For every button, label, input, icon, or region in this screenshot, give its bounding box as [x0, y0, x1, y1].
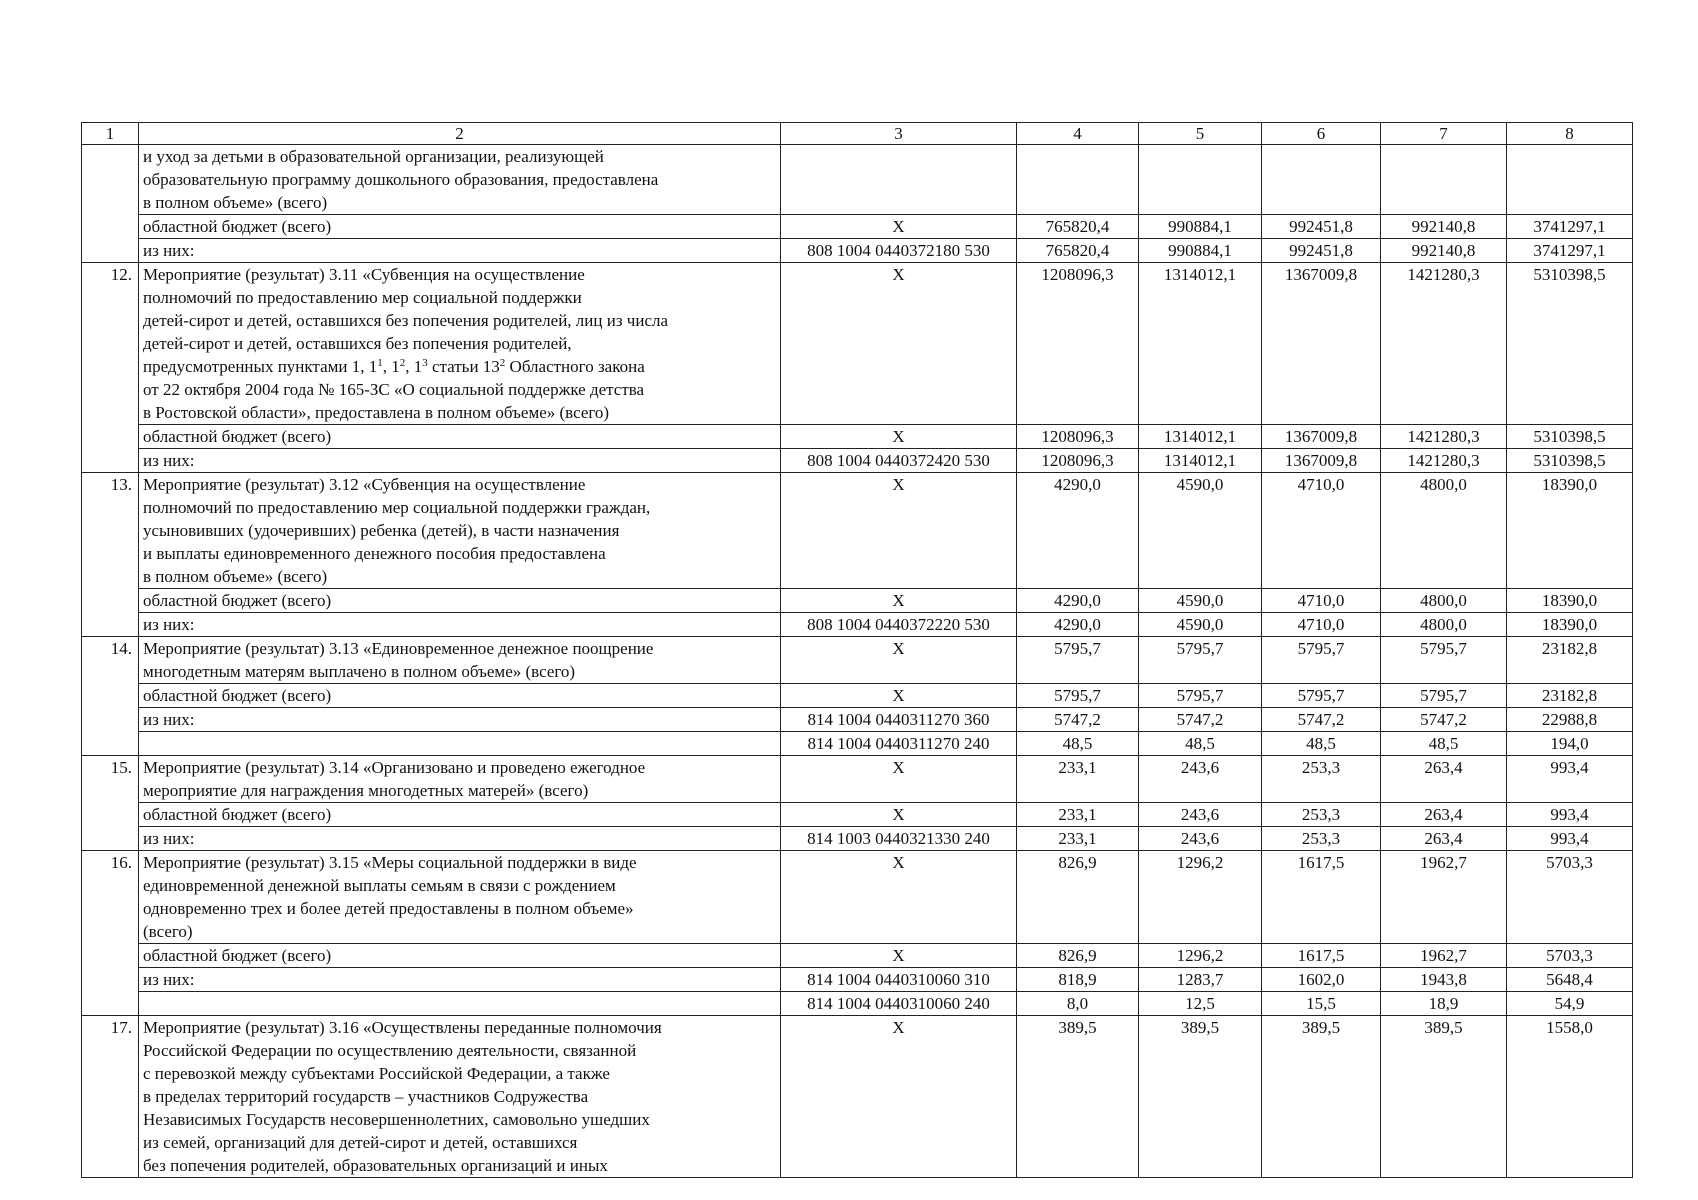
table-row — [82, 827, 1633, 851]
value-cell: 23182,8 — [1507, 637, 1633, 684]
row-label — [139, 992, 781, 1016]
value-cell: 243,6 — [1139, 827, 1262, 851]
budget-code: 814 1003 0440321330 240 — [781, 827, 1017, 851]
table-row — [82, 613, 1633, 637]
header-cell: 6 — [1262, 123, 1381, 145]
value-cell: 1367009,8 — [1262, 425, 1381, 449]
value-cell: 826,9 — [1017, 851, 1139, 944]
row-number: 17. — [82, 1016, 139, 1178]
table-row — [82, 263, 1633, 425]
value-cell: 1962,7 — [1381, 851, 1507, 944]
header-row — [82, 123, 1633, 145]
table-body — [82, 123, 1633, 1178]
value-cell: 4800,0 — [1381, 473, 1507, 589]
value-cell: 1617,5 — [1262, 944, 1381, 968]
budget-code: 808 1004 0440372180 530 — [781, 239, 1017, 263]
value-cell: 1296,2 — [1139, 851, 1262, 944]
value-cell: 1208096,3 — [1017, 425, 1139, 449]
budget-table — [81, 122, 1633, 1178]
table-row — [82, 756, 1633, 803]
value-cell: 5648,4 — [1507, 968, 1633, 992]
value-cell: 992140,8 — [1381, 239, 1507, 263]
budget-code: X — [781, 851, 1017, 944]
value-cell: 4290,0 — [1017, 613, 1139, 637]
value-cell: 4290,0 — [1017, 473, 1139, 589]
value-cell: 1367009,8 — [1262, 449, 1381, 473]
header-cell: 2 — [139, 123, 781, 145]
row-description: Мероприятие (результат) 3.16 «Осуществлены переданные полномочия Российской Федерации по осуществлению деятельности, связанной с перевозкой между субъектами Российской Федерации, а также в пределах территорий государств – участников Содружества Независимых Государств несовершеннолетних, самовольно ушедших из семей, организаций для детей-сирот и детей, оставшихся без попечения родителей, образовательных организаций и иных — [139, 1016, 781, 1178]
budget-code: X — [781, 263, 1017, 425]
row-label: областной бюджет (всего) — [139, 215, 781, 239]
value-cell: 1421280,3 — [1381, 425, 1507, 449]
value-cell: 253,3 — [1262, 827, 1381, 851]
table-row — [82, 732, 1633, 756]
row-number: 16. — [82, 851, 139, 1016]
value-cell: 243,6 — [1139, 803, 1262, 827]
value-cell: 5747,2 — [1017, 708, 1139, 732]
table-row — [82, 215, 1633, 239]
value-cell: 1367009,8 — [1262, 263, 1381, 425]
value-cell: 3741297,1 — [1507, 239, 1633, 263]
row-label: областной бюджет (всего) — [139, 589, 781, 613]
table-row — [82, 1016, 1633, 1178]
value-cell: 4710,0 — [1262, 589, 1381, 613]
value-cell: 4590,0 — [1139, 613, 1262, 637]
row-number: 15. — [82, 756, 139, 851]
value-cell: 1558,0 — [1507, 1016, 1633, 1178]
budget-code: X — [781, 944, 1017, 968]
value-cell: 5310398,5 — [1507, 449, 1633, 473]
value-cell — [1262, 145, 1381, 215]
budget-code: 814 1004 0440310060 240 — [781, 992, 1017, 1016]
row-number: 13. — [82, 473, 139, 637]
value-cell: 5795,7 — [1262, 637, 1381, 684]
header-cell: 1 — [82, 123, 139, 145]
budget-code: X — [781, 215, 1017, 239]
value-cell: 1283,7 — [1139, 968, 1262, 992]
value-cell: 253,3 — [1262, 803, 1381, 827]
budget-code: X — [781, 1016, 1017, 1178]
row-number: 12. — [82, 263, 139, 473]
value-cell: 1208096,3 — [1017, 263, 1139, 425]
value-cell: 253,3 — [1262, 756, 1381, 803]
value-cell: 18390,0 — [1507, 473, 1633, 589]
value-cell: 4590,0 — [1139, 589, 1262, 613]
value-cell: 389,5 — [1262, 1016, 1381, 1178]
value-cell: 233,1 — [1017, 803, 1139, 827]
value-cell: 4710,0 — [1262, 613, 1381, 637]
value-cell: 5795,7 — [1139, 684, 1262, 708]
row-description: Мероприятие (результат) 3.15 «Меры социальной поддержки в виде единовременной денежной выплаты семьям в связи с рождением одновременно трех и более детей предоставлены в полном объеме» (всего) — [139, 851, 781, 944]
table-row — [82, 851, 1633, 944]
table-row — [82, 684, 1633, 708]
table-row — [82, 425, 1633, 449]
header-cell: 7 — [1381, 123, 1507, 145]
value-cell: 818,9 — [1017, 968, 1139, 992]
value-cell: 18390,0 — [1507, 613, 1633, 637]
value-cell: 18390,0 — [1507, 589, 1633, 613]
value-cell: 389,5 — [1381, 1016, 1507, 1178]
value-cell: 1314012,1 — [1139, 425, 1262, 449]
value-cell: 1296,2 — [1139, 944, 1262, 968]
value-cell: 48,5 — [1262, 732, 1381, 756]
value-cell: 5310398,5 — [1507, 263, 1633, 425]
budget-code: X — [781, 589, 1017, 613]
table-row — [82, 944, 1633, 968]
header-cell: 4 — [1017, 123, 1139, 145]
table-row — [82, 239, 1633, 263]
value-cell — [1139, 145, 1262, 215]
value-cell: 389,5 — [1017, 1016, 1139, 1178]
value-cell: 5747,2 — [1381, 708, 1507, 732]
value-cell: 992451,8 — [1262, 239, 1381, 263]
header-cell: 3 — [781, 123, 1017, 145]
value-cell: 48,5 — [1139, 732, 1262, 756]
row-number — [82, 145, 139, 263]
row-label: из них: — [139, 827, 781, 851]
value-cell: 990884,1 — [1139, 239, 1262, 263]
value-cell: 1943,8 — [1381, 968, 1507, 992]
value-cell: 992451,8 — [1262, 215, 1381, 239]
value-cell: 993,4 — [1507, 756, 1633, 803]
value-cell: 765820,4 — [1017, 239, 1139, 263]
value-cell: 48,5 — [1017, 732, 1139, 756]
row-label: из них: — [139, 613, 781, 637]
table-row — [82, 589, 1633, 613]
budget-code: 808 1004 0440372420 530 — [781, 449, 1017, 473]
value-cell: 1602,0 — [1262, 968, 1381, 992]
value-cell: 233,1 — [1017, 756, 1139, 803]
value-cell: 992140,8 — [1381, 215, 1507, 239]
table-row — [82, 708, 1633, 732]
value-cell: 243,6 — [1139, 756, 1262, 803]
row-label: из них: — [139, 708, 781, 732]
value-cell: 263,4 — [1381, 756, 1507, 803]
row-label: из них: — [139, 449, 781, 473]
value-cell: 1421280,3 — [1381, 263, 1507, 425]
value-cell: 263,4 — [1381, 827, 1507, 851]
value-cell: 5795,7 — [1139, 637, 1262, 684]
budget-code: X — [781, 756, 1017, 803]
value-cell: 4290,0 — [1017, 589, 1139, 613]
value-cell: 15,5 — [1262, 992, 1381, 1016]
budget-code: 814 1004 0440311270 360 — [781, 708, 1017, 732]
value-cell: 5795,7 — [1017, 637, 1139, 684]
budget-code: 808 1004 0440372220 530 — [781, 613, 1017, 637]
value-cell: 194,0 — [1507, 732, 1633, 756]
row-label: областной бюджет (всего) — [139, 684, 781, 708]
value-cell: 4710,0 — [1262, 473, 1381, 589]
value-cell: 18,9 — [1381, 992, 1507, 1016]
value-cell: 22988,8 — [1507, 708, 1633, 732]
value-cell: 765820,4 — [1017, 215, 1139, 239]
value-cell: 263,4 — [1381, 803, 1507, 827]
budget-code: X — [781, 425, 1017, 449]
budget-code: X — [781, 473, 1017, 589]
budget-code: 814 1004 0440311270 240 — [781, 732, 1017, 756]
value-cell: 389,5 — [1139, 1016, 1262, 1178]
budget-code: X — [781, 684, 1017, 708]
row-label: областной бюджет (всего) — [139, 425, 781, 449]
value-cell: 8,0 — [1017, 992, 1139, 1016]
value-cell: 5795,7 — [1381, 684, 1507, 708]
value-cell: 5795,7 — [1381, 637, 1507, 684]
table-row — [82, 449, 1633, 473]
value-cell: 5747,2 — [1262, 708, 1381, 732]
value-cell: 233,1 — [1017, 827, 1139, 851]
value-cell: 12,5 — [1139, 992, 1262, 1016]
budget-code: X — [781, 803, 1017, 827]
value-cell: 4800,0 — [1381, 613, 1507, 637]
row-label: из них: — [139, 968, 781, 992]
table-row — [82, 992, 1633, 1016]
table-row — [82, 968, 1633, 992]
value-cell: 993,4 — [1507, 827, 1633, 851]
value-cell: 1208096,3 — [1017, 449, 1139, 473]
value-cell: 4800,0 — [1381, 589, 1507, 613]
value-cell: 48,5 — [1381, 732, 1507, 756]
value-cell: 3741297,1 — [1507, 215, 1633, 239]
value-cell: 5703,3 — [1507, 851, 1633, 944]
budget-code: X — [781, 637, 1017, 684]
value-cell: 990884,1 — [1139, 215, 1262, 239]
value-cell: 1962,7 — [1381, 944, 1507, 968]
value-cell: 5310398,5 — [1507, 425, 1633, 449]
budget-code — [781, 145, 1017, 215]
value-cell: 23182,8 — [1507, 684, 1633, 708]
table-row — [82, 145, 1633, 215]
value-cell: 826,9 — [1017, 944, 1139, 968]
value-cell: 1421280,3 — [1381, 449, 1507, 473]
value-cell — [1017, 145, 1139, 215]
table-row — [82, 473, 1633, 589]
value-cell — [1381, 145, 1507, 215]
row-label: областной бюджет (всего) — [139, 803, 781, 827]
table-row — [82, 637, 1633, 684]
row-description: Мероприятие (результат) 3.11 «Субвенция на осуществление полномочий по предоставлению мер социальной поддержки детей-сирот и детей, оставшихся без попечения родителей, лиц из числа детей-сирот и детей, оставшихся без попечения родителей, предусмотренных пунктами 1, $1^1$, $1^2$, $1^3$ статьи $13^2$ Областного закона от 22 октября 2004 года № 165-ЗС «О социальной поддержке детства в Ростовской области», предоставлена в полном объеме» (всего) — [139, 263, 781, 425]
row-label — [139, 732, 781, 756]
value-cell — [1507, 145, 1633, 215]
value-cell: 5795,7 — [1262, 684, 1381, 708]
row-label: областной бюджет (всего) — [139, 944, 781, 968]
row-description: Мероприятие (результат) 3.14 «Организовано и проведено ежегодное мероприятие для награждения многодетных матерей» (всего) — [139, 756, 781, 803]
row-description: Мероприятие (результат) 3.12 «Субвенция на осуществление полномочий по предоставлению мер социальной поддержки граждан, усыновивших (удочеривших) ребенка (детей), в части назначения и выплаты единовременного денежного пособия предоставлена в полном объеме» (всего) — [139, 473, 781, 589]
value-cell: 1617,5 — [1262, 851, 1381, 944]
row-label: из них: — [139, 239, 781, 263]
value-cell: 5747,2 — [1139, 708, 1262, 732]
value-cell: 4590,0 — [1139, 473, 1262, 589]
value-cell: 993,4 — [1507, 803, 1633, 827]
row-description: Мероприятие (результат) 3.13 «Единовременное денежное поощрение многодетным матерям выплачено в полном объеме» (всего) — [139, 637, 781, 684]
header-cell: 5 — [1139, 123, 1262, 145]
value-cell: 1314012,1 — [1139, 263, 1262, 425]
row-description: и уход за детьми в образовательной организации, реализующей образовательную программу дошкольного образования, предоставлена в полном объеме» (всего) — [139, 145, 781, 215]
value-cell: 1314012,1 — [1139, 449, 1262, 473]
table-row — [82, 803, 1633, 827]
budget-code: 814 1004 0440310060 310 — [781, 968, 1017, 992]
row-number: 14. — [82, 637, 139, 756]
value-cell: 54,9 — [1507, 992, 1633, 1016]
value-cell: 5795,7 — [1017, 684, 1139, 708]
header-cell: 8 — [1507, 123, 1633, 145]
value-cell: 5703,3 — [1507, 944, 1633, 968]
